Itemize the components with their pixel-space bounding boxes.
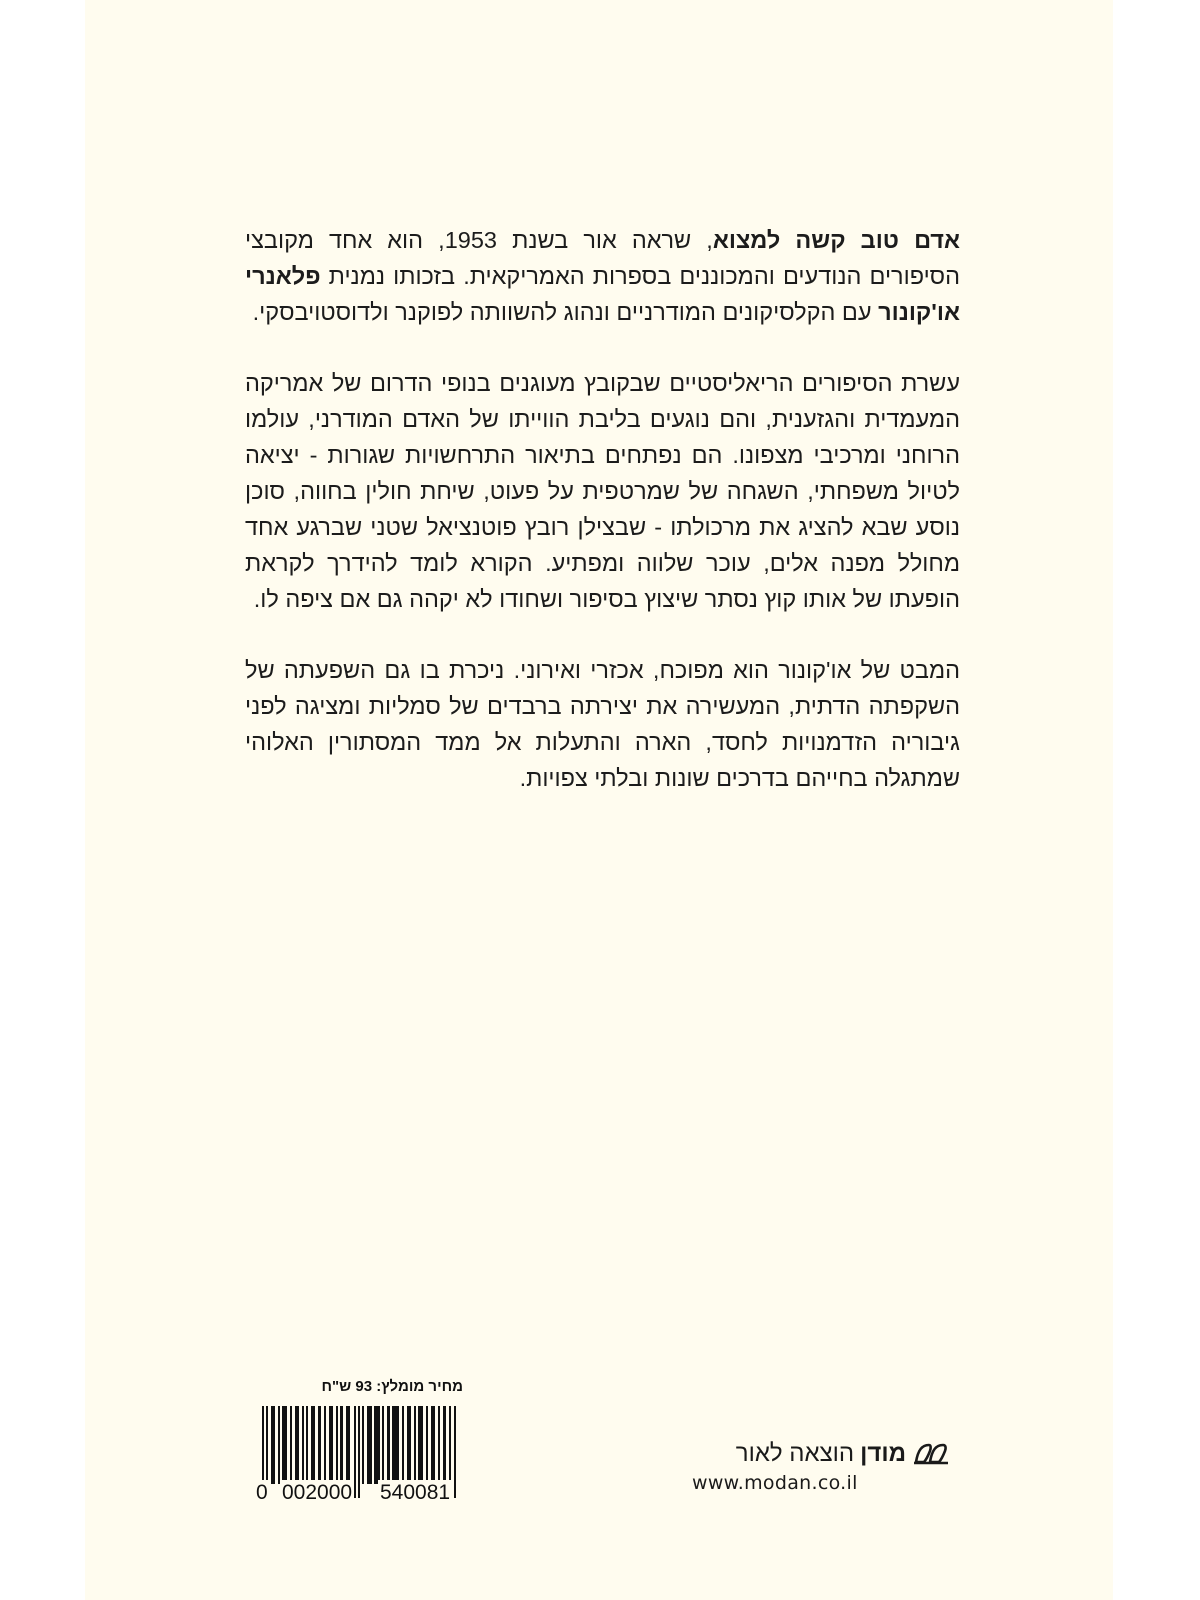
blurb-paragraph-1 bbox=[245, 222, 960, 330]
publisher-imprint bbox=[690, 1440, 950, 1494]
blurb-text: , שראה אור בשנת 1953, הוא אחד מקובצי הסיפורים הנודעים והמכוננים בספרות האמריקאית. בזכותו נמנית bbox=[245, 227, 960, 289]
blurb-paragraph-2: עשרת הסיפורים הריאליסטיים שבקובץ מעוגנים בנופי הדרום של אמריקה המעמדית והגזענית, והם נוגעים בליבת הווייתו של האדם המודרני, עולמו הרוחני ומרכיבי מצפונו. הם נפתחים בתיאור התרחשויות שגורות - יציאה לטיול משפחתי, השגחה של שמרטפית על פעוט, שיחת חולין בחווה, סוכן נוסע שבא להציג את מרכולתו - שבצילן רובץ פוטנציאל שטני שברגע אחד מחולל מפנה אלים, עוכר שלווה ומפתיע. הקורא לומד להידרך לקראת הופעתו של אותו קוץ נסתר שיצוץ בסיפור ושחודו לא יקהה גם אם ציפה לו. bbox=[245, 370, 960, 612]
publisher-website: www.modan.co.il bbox=[692, 1472, 858, 1494]
barcode-number bbox=[256, 1480, 470, 1506]
recommended-price: מחיר מומלץ: 93 ש"ח bbox=[321, 1378, 463, 1395]
publisher-tagline: הוצאה לאור bbox=[735, 1440, 855, 1467]
author-name: פלאנרי או'קונור bbox=[245, 263, 960, 325]
blurb-text: עם הקלסיקונים המודרניים ונהוג להשוותה לפוקנר ולדוסטויבסקי. bbox=[252, 299, 879, 325]
publisher-name: מודן bbox=[860, 1440, 906, 1467]
barcode-digit-first: 0 bbox=[256, 1481, 268, 1504]
book-title: אדם טוב קשה למצוא bbox=[712, 227, 961, 253]
barcode-group-1: 002000 bbox=[282, 1481, 353, 1504]
open-book-logo-icon bbox=[912, 1442, 950, 1466]
cover-blurb bbox=[245, 222, 960, 831]
publisher-name-line bbox=[690, 1440, 950, 1468]
blurb-paragraph-3: המבט של או'קונור הוא מפוכח, אכזרי ואירוני. ניכרת בו גם השפעתה של השקפתה הדתית, המעשירה את יצירתה ברבדים של סמליות ומציגה לפני גיבוריה הזדמנויות לחסד, הארה והתעלות אל ממד המסתורין האלוהי שמתגלה בחייהם בדרכים שונות ובלתי צפויות. bbox=[245, 657, 960, 791]
barcode-group-2: 540081 bbox=[380, 1481, 451, 1504]
